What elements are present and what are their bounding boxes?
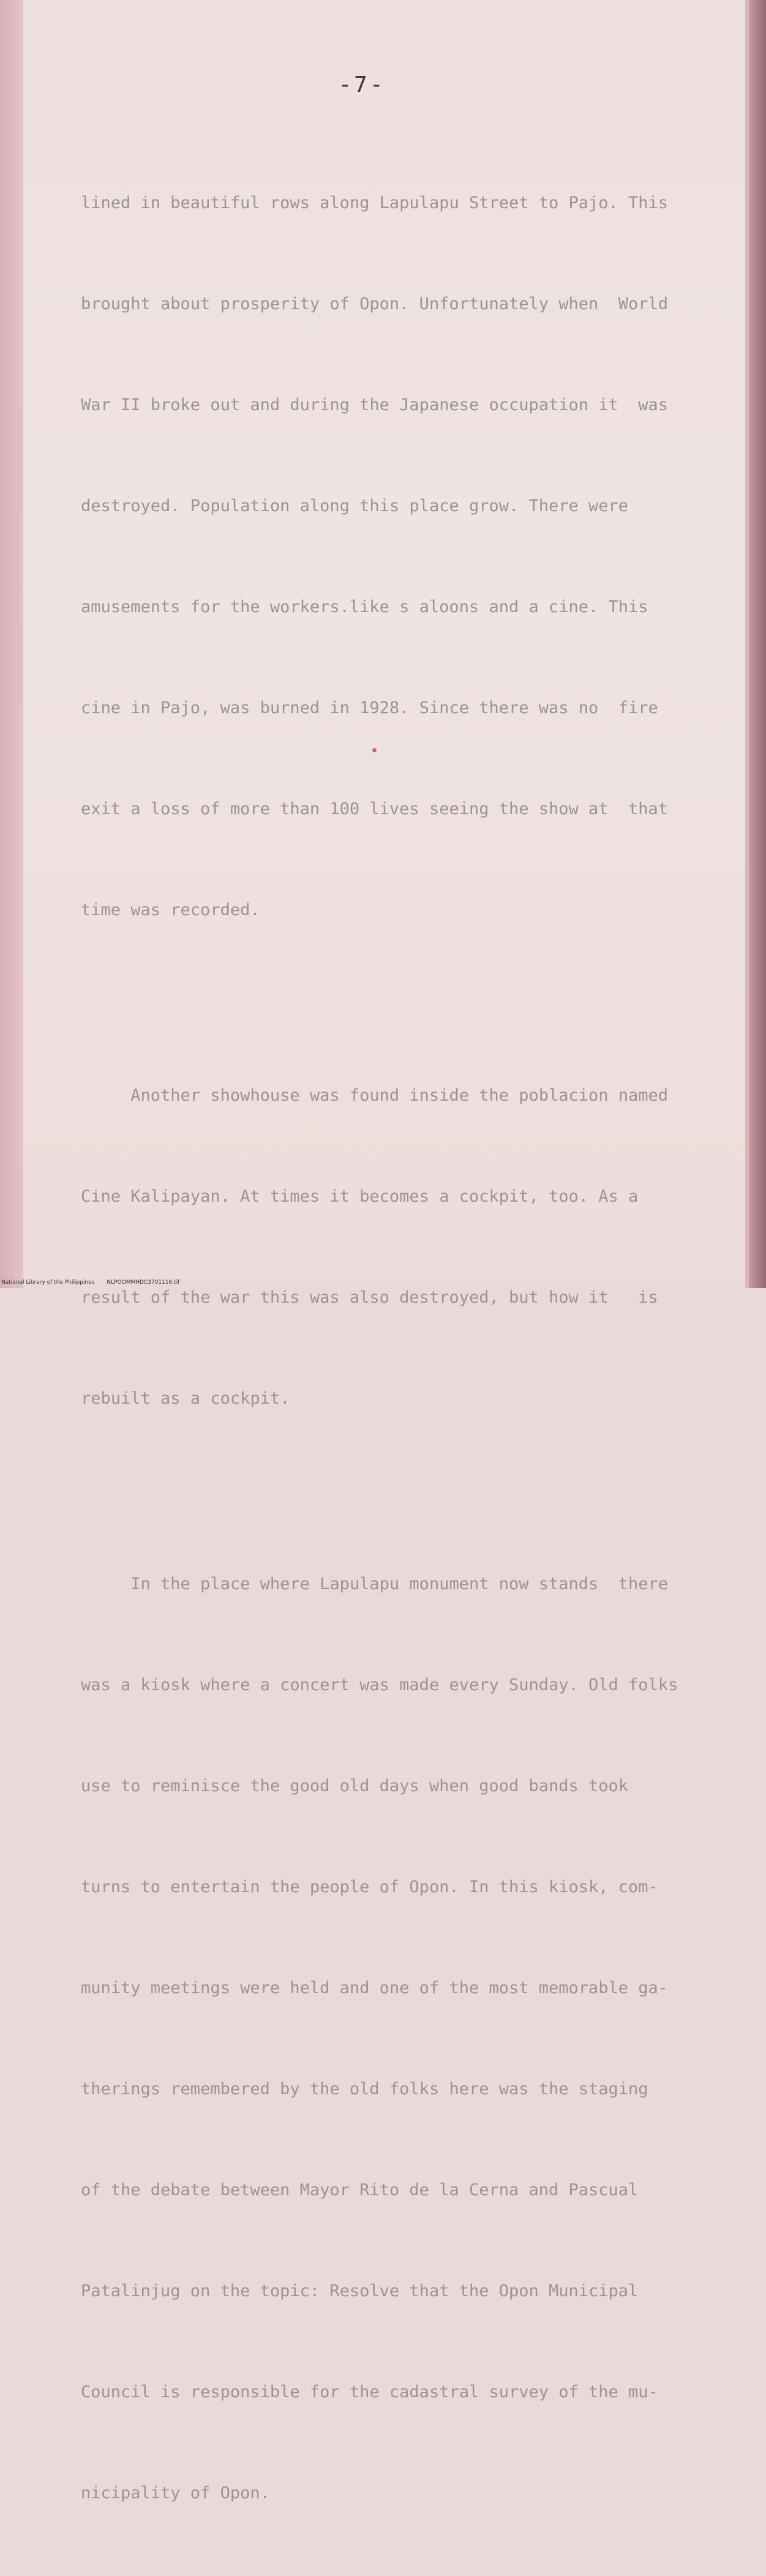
text-line: of the debate between Mayor Rito de la Cerna and Pascual (81, 2181, 639, 2200)
scan-left-margin (0, 0, 23, 1288)
ink-spot (372, 748, 377, 752)
text-line: was a kiosk where a concert was made every Sunday. Old folks (81, 1676, 678, 1694)
text-line: destroyed. Population along this place grow. There were (81, 496, 629, 515)
text-line: nicipality of Opon. (81, 2484, 270, 2503)
text-line: cine in Pajo, was burned in 1928. Since there was no fire (81, 698, 658, 717)
document-body (81, 119, 681, 2576)
paragraph-2 (81, 1011, 681, 1483)
page-binding-edge (749, 0, 766, 1288)
text-line: use to reminisce the good old days when good bands took (81, 1777, 629, 1795)
text-line: Council is responsible for the cadastral survey of the mu- (81, 2383, 658, 2402)
text-line: time was recorded. (81, 900, 260, 919)
text-line: brought about prosperity of Opon. Unfortunately when World (81, 294, 669, 313)
text-line: amusements for the workers.like s aloons and a cine. This (81, 597, 648, 616)
text-line: In the place where Lapulapu monument now stands there (81, 1574, 669, 1593)
paragraph-3 (81, 1500, 681, 2576)
scan-footer (1, 1279, 192, 1286)
text-line: result of the war this was also destroyed, but how it is (81, 1288, 658, 1307)
text-line: Cine Kalipayan. At times it becomes a cockpit, too. As a (81, 1187, 639, 1206)
text-line: War II broke out and during the Japanese occupation it was (81, 395, 669, 414)
text-line: Patalinjug on the topic: Resolve that the Opon Municipal (81, 2282, 639, 2301)
text-line: munity meetings were held and one of the most memorable ga- (81, 1979, 669, 1998)
text-line: rebuilt as a cockpit. (81, 1389, 290, 1408)
page-number: -7- (338, 72, 386, 97)
text-line: exit a loss of more than 100 lives seeing the show at that (81, 799, 669, 818)
footer-filename: NLPOOMMHDC3701116.tif (107, 1279, 180, 1286)
text-line: lined in beautiful rows along Lapulapu Street to Pajo. This (81, 193, 669, 212)
text-line: Another showhouse was found inside the poblacion named (81, 1086, 669, 1105)
paragraph-1 (81, 119, 681, 994)
text-line: turns to entertain the people of Opon. In this kiosk, com- (81, 1878, 658, 1896)
text-line: therings remembered by the old folks here was the staging (81, 2080, 648, 2099)
footer-institution: National Library of the Philippines (1, 1279, 95, 1286)
